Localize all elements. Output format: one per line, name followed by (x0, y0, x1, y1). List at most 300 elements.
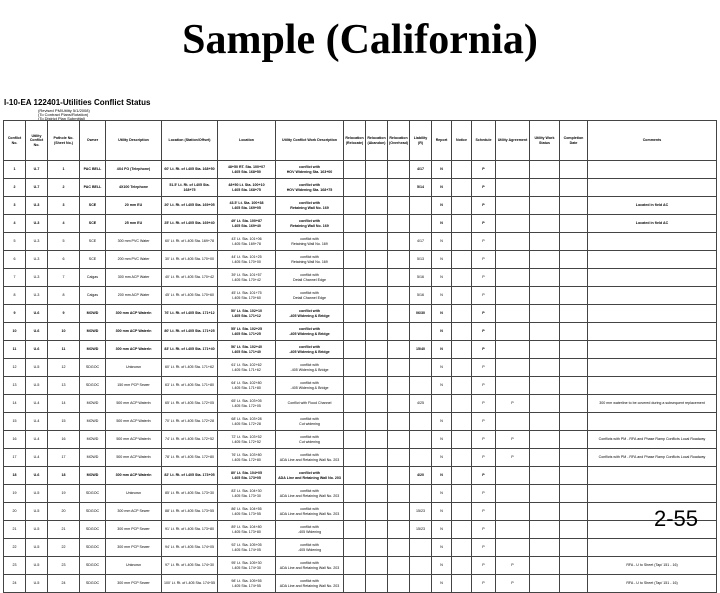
table-cell (366, 377, 388, 395)
table-cell: 10 (48, 323, 80, 341)
table-cell (388, 179, 410, 197)
table-cell: conflict with Cut widening (276, 431, 344, 449)
table-cell: 18 (4, 467, 26, 485)
table-cell: U-3 (26, 197, 48, 215)
table-cell (452, 341, 472, 359)
table-cell (366, 179, 388, 197)
table-cell: U-3 (26, 287, 48, 305)
table-cell: N (432, 161, 452, 179)
table-cell (388, 341, 410, 359)
table-cell: P (472, 359, 496, 377)
table-cell: 6 (48, 251, 80, 269)
table-cell (432, 395, 452, 413)
table-cell (366, 251, 388, 269)
table-cell: SCE (80, 233, 106, 251)
table-cell (560, 269, 588, 287)
table-cell: conflict with -405 Widening & Bridge (276, 305, 344, 323)
column-header: Relocation (Abandon) (366, 121, 388, 161)
table-cell: 4/17 (410, 233, 432, 251)
table-cell: N (432, 287, 452, 305)
table-cell: Calgas (80, 287, 106, 305)
table-cell (530, 197, 560, 215)
table-cell (588, 323, 717, 341)
table-cell: 8 (4, 287, 26, 305)
table-cell (530, 287, 560, 305)
table-cell: conflict with -405 Widening & Bridge (276, 359, 344, 377)
table-cell (410, 413, 432, 431)
table-row (4, 431, 717, 449)
table-cell (388, 359, 410, 377)
slide-title: Sample (California) (182, 17, 538, 63)
column-header: Owner (80, 121, 106, 161)
table-cell: N (432, 215, 452, 233)
table-cell (560, 557, 588, 575)
table-cell: SDGOC (80, 503, 106, 521)
table-cell (452, 179, 472, 197)
table-cell: 500 mm ACP Waterln (106, 395, 162, 413)
table-cell: 94' Lt. Rt. of I-405 Sta. 174+05 (162, 539, 218, 557)
table-cell (530, 449, 560, 467)
table-cell: 24 (48, 575, 80, 593)
table-cell: 100' Lt. Rt. of I-405 Sta. 174+55 (162, 575, 218, 593)
table-cell (388, 521, 410, 539)
table-cell (530, 431, 560, 449)
table-cell: conflict with ADA Line and Retaining Wall No. 203 (276, 485, 344, 503)
table-row (4, 503, 717, 521)
document-meta-line: (To Contract Plans/Rotation) (38, 112, 89, 117)
table-cell (530, 215, 560, 233)
table-cell: 16 (4, 431, 26, 449)
table-cell: conflict with Retaining Wall No. 169 (276, 215, 344, 233)
table-cell (452, 557, 472, 575)
table-cell (344, 377, 366, 395)
table-cell: 85' Lt. Rt. of I-405 Sta. 173+30 (162, 485, 218, 503)
table-cell: 3 (4, 197, 26, 215)
table-cell: P (472, 557, 496, 575)
table-cell: N (432, 431, 452, 449)
table-cell (344, 233, 366, 251)
table-cell: 65' Lt. Rt. of I-405 Sta. 172+05 (162, 395, 218, 413)
table-cell: 500 mm ACP Waterln (106, 413, 162, 431)
table-cell: 68' Lt. Sta. 103+28 I-405 Sta. 172+28 (218, 413, 276, 431)
table-cell: P (472, 341, 496, 359)
column-header: Conflict No. (4, 121, 26, 161)
table-cell (366, 341, 388, 359)
table-cell: 9 (4, 305, 26, 323)
table-cell (588, 485, 717, 503)
table-cell (388, 431, 410, 449)
table-cell: U-7 (26, 161, 48, 179)
table-cell (452, 269, 472, 287)
table-cell: 15/40 (410, 341, 432, 359)
table-cell: 63' Lt. Rt. of I-405 Sta. 171+80 (162, 377, 218, 395)
table-cell (388, 575, 410, 593)
table-cell: P (472, 269, 496, 287)
table-cell: P (472, 521, 496, 539)
table-cell: conflict with Detail Channel Edge (276, 269, 344, 287)
table-row (4, 557, 717, 575)
table-cell: 70' Lt. Rt. of I-405 Sta. 172+28 (162, 413, 218, 431)
table-row (4, 521, 717, 539)
table-cell: 19 (4, 485, 26, 503)
table-cell (530, 467, 560, 485)
table-cell (496, 233, 530, 251)
table-cell: P (472, 539, 496, 557)
table-cell (366, 575, 388, 593)
table-cell (344, 395, 366, 413)
table-row (4, 485, 717, 503)
table-cell: 16 (48, 431, 80, 449)
table-cell (344, 413, 366, 431)
table-cell (344, 161, 366, 179)
table-cell: U-4 (26, 431, 48, 449)
column-header: Comments (588, 121, 717, 161)
table-cell (560, 305, 588, 323)
table-cell: 06/30 (410, 305, 432, 323)
table-cell: 43' Lt. Sta. 101+06 I-405 Sta. 169+78 (218, 233, 276, 251)
column-header: Utility Work Status (530, 121, 560, 161)
table-cell: 80' Lt. Rt. of I-405 Sta. 171+25 (162, 323, 218, 341)
column-header: Utility Conflict Work Description (276, 121, 344, 161)
table-cell (560, 161, 588, 179)
table-cell (530, 521, 560, 539)
table-cell (366, 359, 388, 377)
table-cell: 82' Lt. Rt. of I-405 Sta. 173+05 (162, 467, 218, 485)
table-cell (560, 467, 588, 485)
table-cell: U-6 (26, 341, 48, 359)
table-cell: N (432, 251, 452, 269)
table-row (4, 449, 717, 467)
table-cell (588, 269, 717, 287)
table-cell: 300 mm PCP Sewer (106, 521, 162, 539)
column-header: Pothole No. (Sheet No.) (48, 121, 80, 161)
table-cell: 150 mm PCP Sewer (106, 377, 162, 395)
table-cell (344, 215, 366, 233)
table-cell (388, 323, 410, 341)
column-header: Location (218, 121, 276, 161)
table-cell: U-5 (26, 503, 48, 521)
table-cell: 200 mm ACP Water (106, 287, 162, 305)
table-cell (496, 413, 530, 431)
table-cell: N (432, 539, 452, 557)
table-cell (530, 179, 560, 197)
table-cell: 24 (4, 575, 26, 593)
column-header: Schedule (472, 121, 496, 161)
table-cell: conflict with -405 Widening (276, 539, 344, 557)
table-cell: U-3 (26, 251, 48, 269)
table-cell: P (472, 251, 496, 269)
table-cell: 500 mm ACP Waterln (106, 431, 162, 449)
table-cell: 50' Lt. Sta. 102+10 I-405 Sta. 171+12 (218, 305, 276, 323)
table-cell: U-5 (26, 359, 48, 377)
table-cell (366, 323, 388, 341)
table-cell: P (472, 287, 496, 305)
table-cell (560, 485, 588, 503)
table-cell (366, 215, 388, 233)
table-cell (588, 467, 717, 485)
table-cell (344, 521, 366, 539)
table-cell (344, 323, 366, 341)
table-cell: 15/23 (410, 503, 432, 521)
table-cell: 60' Lt. Rt. of I-405 Sta. 169+78 (162, 233, 218, 251)
table-cell: 2 (4, 179, 26, 197)
table-cell: 300 mm ACP Waterln (106, 341, 162, 359)
table-cell: SDGOC (80, 521, 106, 539)
table-body (4, 161, 717, 593)
table-cell: 20 mm EU (106, 197, 162, 215)
table-cell (452, 467, 472, 485)
table-row (4, 269, 717, 287)
table-cell: N (432, 377, 452, 395)
table-cell: MOWD (80, 395, 106, 413)
table-cell: MOWD (80, 467, 106, 485)
table-cell (388, 449, 410, 467)
table-cell (452, 323, 472, 341)
table-cell: RFA - U to Sheet (Tap/ 151 - 16) (588, 575, 717, 593)
table-cell: conflict with ADA Line and Retaining Wall No. 203 (276, 503, 344, 521)
table-cell: conflict with ADA Line and Retaining Wall No. 203 (276, 449, 344, 467)
table-cell: 76' Lt. Rt. of I-405 Sta. 171+12 (162, 305, 218, 323)
table-cell: P (496, 395, 530, 413)
table-cell (344, 539, 366, 557)
table-cell: 45' Lt. Sta. 101+75 I-405 Sta. 170+60 (218, 287, 276, 305)
table-cell (560, 251, 588, 269)
table-cell (388, 233, 410, 251)
table-cell: P (472, 161, 496, 179)
table-cell (410, 197, 432, 215)
table-cell: N (432, 485, 452, 503)
table-header-row (4, 121, 717, 161)
table-cell: 60' Lt. Rt. of I-405 Sta. 168+50 (162, 161, 218, 179)
table-cell (366, 521, 388, 539)
table-cell: 300 mm ACP Waterln (106, 467, 162, 485)
table-cell (452, 197, 472, 215)
table-cell (530, 557, 560, 575)
table-row (4, 377, 717, 395)
conflict-status-sheet (3, 120, 716, 593)
table-cell (388, 161, 410, 179)
table-cell: 56' Lt. Sta. 102+40 I-405 Sta. 171+40 (218, 341, 276, 359)
table-cell: 20 (48, 503, 80, 521)
table-cell (530, 395, 560, 413)
table-cell: SDGOC (80, 557, 106, 575)
table-cell: SCE (80, 251, 106, 269)
table-cell (496, 341, 530, 359)
table-cell: N (432, 233, 452, 251)
table-cell: 30' Lt. Rt. of I-405 Sta. 170+00 (162, 251, 218, 269)
table-cell: 13 (48, 377, 80, 395)
table-cell (496, 215, 530, 233)
table-cell: U-5 (26, 521, 48, 539)
table-cell (388, 215, 410, 233)
table-cell (530, 161, 560, 179)
table-cell: SCE (80, 215, 106, 233)
table-cell: 23 (4, 557, 26, 575)
table-cell: 5/16 (410, 287, 432, 305)
table-cell: 14 (48, 395, 80, 413)
table-cell (530, 233, 560, 251)
table-cell (496, 503, 530, 521)
table-cell: U-6 (26, 305, 48, 323)
table-cell: P (472, 305, 496, 323)
table-cell (366, 287, 388, 305)
table-cell: U-4 (26, 449, 48, 467)
table-cell: conflict with HOV Widening Sta. 168+75 (276, 179, 344, 197)
table-cell: P (472, 431, 496, 449)
table-cell: P (472, 179, 496, 197)
table-cell: 83' Lt. Rt. of I-405 Sta. 171+40 (162, 341, 218, 359)
table-row (4, 179, 717, 197)
table-cell: 23 (48, 557, 80, 575)
table-cell: P (472, 395, 496, 413)
table-cell: 5/14 (410, 179, 432, 197)
table-cell (388, 395, 410, 413)
table-row (4, 305, 717, 323)
table-cell (366, 449, 388, 467)
table-cell (410, 431, 432, 449)
table-cell (388, 287, 410, 305)
table-cell (560, 539, 588, 557)
table-cell: 83' Lt. Sta. 104+30 I-405 Sta. 173+30 (218, 485, 276, 503)
table-cell: 12 (4, 359, 26, 377)
table-row (4, 251, 717, 269)
table-cell (560, 503, 588, 521)
table-cell (560, 575, 588, 593)
table-cell: 18 (48, 467, 80, 485)
table-cell: 12 (48, 359, 80, 377)
column-header: Notice (452, 121, 472, 161)
table-cell: 4/17 (410, 161, 432, 179)
table-cell (496, 305, 530, 323)
table-cell: 8 (48, 287, 80, 305)
table-cell: Located in field AC (588, 197, 717, 215)
table-cell (452, 161, 472, 179)
table-cell: Unknown (106, 359, 162, 377)
table-cell (344, 197, 366, 215)
table-cell: 500 mm ACP Waterln (106, 449, 162, 467)
table-cell: Calgas (80, 269, 106, 287)
column-header: Utility Conflict No. (26, 121, 48, 161)
column-header: Location (Station/Offset) (162, 121, 218, 161)
table-cell: SDGOC (80, 575, 106, 593)
table-cell: N (432, 323, 452, 341)
slide-page-number: 2-55 (653, 506, 698, 531)
table-cell: 3 (48, 197, 80, 215)
table-cell: conflict with Retaining Wall No. 169 (276, 197, 344, 215)
table-cell: 300 mm PCP Sewer (106, 575, 162, 593)
table-cell (530, 269, 560, 287)
table-cell: MOWD (80, 323, 106, 341)
table-cell (388, 539, 410, 557)
table-cell (588, 251, 717, 269)
table-cell (588, 179, 717, 197)
table-cell (344, 179, 366, 197)
table-cell (560, 341, 588, 359)
table-cell (560, 323, 588, 341)
table-cell: 300 mm waterline to be covered during a subsequent replacement (588, 395, 717, 413)
table-cell (588, 161, 717, 179)
table-row (4, 323, 717, 341)
table-cell: 51.5' Lt. Rt. of I-405 Sta. 168+75 (162, 179, 218, 197)
table-cell: 4X4 FO (Telephone) (106, 161, 162, 179)
table-cell (496, 269, 530, 287)
table-cell: 86' Lt. Sta. 104+55 I-405 Sta. 173+55 (218, 503, 276, 521)
table-cell: MOWD (80, 449, 106, 467)
table-cell: 13 (4, 377, 26, 395)
table-cell (530, 251, 560, 269)
table-cell: 43.5' Lt. Sta. 100+38 I-405 Sta. 169+05 (218, 197, 276, 215)
table-cell: 2 (48, 179, 80, 197)
table-cell: 61' Lt. Sta. 102+62 I-405 Sta. 171+62 (218, 359, 276, 377)
column-header: Completion Date (560, 121, 588, 161)
table-cell (560, 197, 588, 215)
table-cell: 7 (48, 269, 80, 287)
table-cell: U-4 (26, 395, 48, 413)
table-cell: 300 mm ACP Sewer (106, 503, 162, 521)
table-cell: P (496, 557, 530, 575)
table-cell (388, 305, 410, 323)
table-cell: 39' Lt. Sta. 101+57 I-405 Sta. 170+42 (218, 269, 276, 287)
table-cell (410, 575, 432, 593)
table-cell: N (432, 269, 452, 287)
table-cell: 92' Lt. Sta. 105+05 I-405 Sta. 174+05 (218, 539, 276, 557)
table-cell (530, 485, 560, 503)
table-cell: P (472, 575, 496, 593)
table-cell (560, 521, 588, 539)
document-meta-line: (Revised PM/Utility 5/1/2008) (38, 108, 90, 113)
table-cell (452, 233, 472, 251)
table-cell: N (432, 359, 452, 377)
table-cell: U-6 (26, 323, 48, 341)
table-cell (344, 341, 366, 359)
table-cell (588, 413, 717, 431)
table-cell (452, 449, 472, 467)
table-cell (530, 413, 560, 431)
table-cell: conflict with -405 Widening & Bridge (276, 377, 344, 395)
table-row (4, 287, 717, 305)
table-cell (410, 557, 432, 575)
table-cell (530, 539, 560, 557)
table-cell: 78' Lt. Rt. of I-405 Sta. 172+80 (162, 449, 218, 467)
table-cell (366, 233, 388, 251)
document-title: I-10-EA 122401-Utilities Conflict Status (4, 98, 151, 107)
table-cell: P (472, 485, 496, 503)
table-cell: P (472, 233, 496, 251)
table-cell: SCE (80, 197, 106, 215)
table-cell: Unknown (106, 485, 162, 503)
table-cell (410, 449, 432, 467)
table-cell: 11 (48, 341, 80, 359)
table-cell (560, 449, 588, 467)
table-cell: conflict with ADA Line and Retaining Wall No. 203 (276, 467, 344, 485)
table-cell: 9 (48, 305, 80, 323)
table-cell (452, 521, 472, 539)
table-cell: 4/20 (410, 467, 432, 485)
table-cell: 48+50 Lt. Sta. 100+10 I-405 Sta. 168+75 (218, 179, 276, 197)
table-cell: N (432, 341, 452, 359)
table-cell: 22 (4, 539, 26, 557)
table-cell: N (432, 575, 452, 593)
table-row (4, 467, 717, 485)
table-cell (410, 539, 432, 557)
table-cell: N (432, 503, 452, 521)
table-cell (560, 233, 588, 251)
table-cell: 5 (48, 233, 80, 251)
table-cell (588, 287, 717, 305)
table-cell: conflict with -405 Widening & Bridge (276, 341, 344, 359)
table-cell: 98' Lt. Sta. 105+55 I-405 Sta. 174+55 (218, 575, 276, 593)
table-cell: P (496, 575, 530, 593)
